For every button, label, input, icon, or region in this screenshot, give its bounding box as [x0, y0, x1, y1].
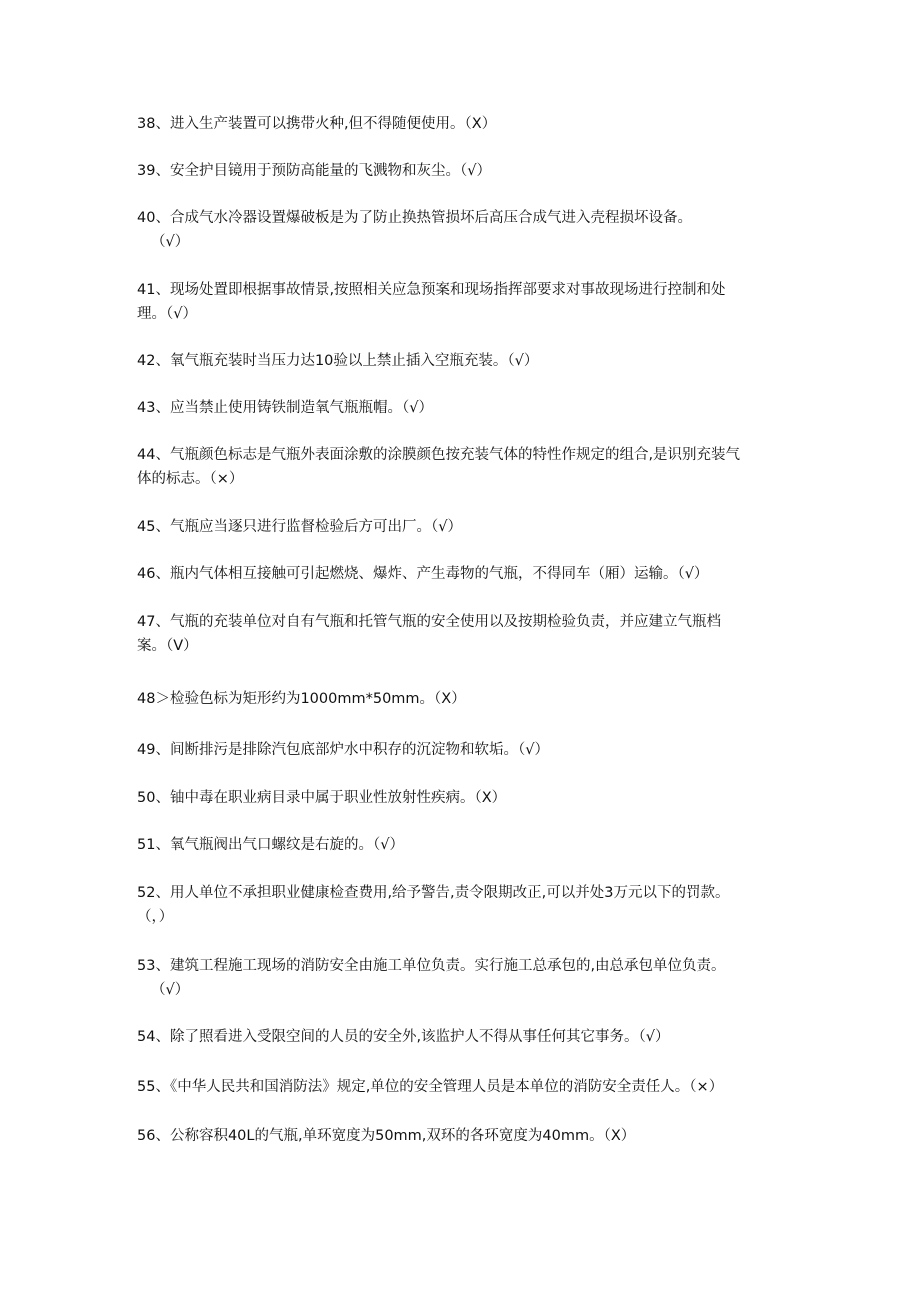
question-49: [137, 738, 787, 762]
question-44: [137, 443, 787, 491]
question-42: [137, 349, 787, 373]
question-50: [137, 786, 787, 810]
question-54: [137, 1025, 787, 1049]
question-line: 45、气瓶应当逐只进行监督检验后方可出厂。（√）: [137, 519, 462, 535]
question-line: 55、《中华人民共和国消防法》规定,单位的安全管理人员是本单位的消防安全责任人。（×）: [137, 1079, 724, 1095]
question-line: 43、应当禁止使用铸铁制造氧气瓶瓶帽。（√）: [137, 400, 433, 416]
question-line: 体的标志。（×）: [137, 471, 244, 487]
question-line: 52、用人单位不承担职业健康检查费用,给予警告,责令限期改正,可以并处3万元以下的罚款。: [137, 885, 730, 901]
question-line: 41、现场处置即根据事故情景,按照相关应急预案和现场指挥部要求对事故现场进行控制和处: [137, 282, 726, 298]
question-47: [137, 610, 787, 658]
question-53: [137, 954, 787, 1002]
question-55: [137, 1075, 787, 1099]
question-39: [137, 159, 787, 183]
question-45: [137, 515, 787, 539]
question-line: 44、气瓶颜色标志是气瓶外表面涂敷的涂膜颜色按充装气体的特性作规定的组合,是识别充装气: [137, 447, 741, 463]
question-41: [137, 278, 787, 326]
question-52: [137, 881, 787, 929]
question-line: 51、氧气瓶阀出气口螺纹是右旋的。（√）: [137, 837, 404, 853]
question-line: 56、公称容积40L的气瓶,单环宽度为50mm,双环的各环宽度为40mm。（X）: [137, 1128, 636, 1144]
question-line: 49、间断排污是排除汽包底部炉水中积存的沉淀物和软垢。（√）: [137, 742, 549, 758]
question-line: 38、进入生产装置可以携带火种,但不得随便使用。（X）: [137, 116, 497, 132]
question-48: [137, 687, 787, 711]
question-line: 理。（√）: [137, 306, 197, 322]
question-line: 40、合成气水冷器设置爆破板是为了防止换热管损坏后高压合成气进入壳程损坏设备。: [137, 210, 692, 226]
question-line: （√）: [151, 234, 190, 250]
question-line: （，）: [137, 909, 174, 925]
question-43: [137, 396, 787, 420]
question-line: 39、安全护目镜用于预防高能量的飞溅物和灰尘。（√）: [137, 163, 491, 179]
question-line: 46、瓶内气体相互接触可引起燃烧、爆炸、产生毒物的气瓶，不得同车（厢）运输。（√）: [137, 566, 709, 582]
question-56: [137, 1124, 787, 1148]
question-38: [137, 112, 787, 136]
question-line: 48＞检验色标为矩形约为1000mm*50mm。（X）: [137, 691, 466, 707]
question-line: 53、建筑工程施工现场的消防安全由施工单位负责。实行施工总承包的,由总承包单位负责。: [137, 958, 726, 974]
question-51: [137, 833, 787, 857]
question-line: 42、氧气瓶充装时当压力达10验以上禁止插入空瓶充装。（√）: [137, 353, 539, 369]
question-line: 50、铀中毒在职业病目录中属于职业性放射性疾病。（X）: [137, 790, 507, 806]
question-line: 47、气瓶的充装单位对自有气瓶和托管气瓶的安全使用以及按期检验负责，并应建立气瓶档: [137, 614, 721, 630]
question-line: （√）: [151, 982, 190, 998]
question-line: 54、除了照看进入受限空间的人员的安全外,该监护人不得从事任何其它事务。（√）: [137, 1029, 670, 1045]
question-40: [137, 206, 787, 254]
question-46: [137, 562, 787, 586]
question-line: 案。（V）: [137, 638, 198, 654]
